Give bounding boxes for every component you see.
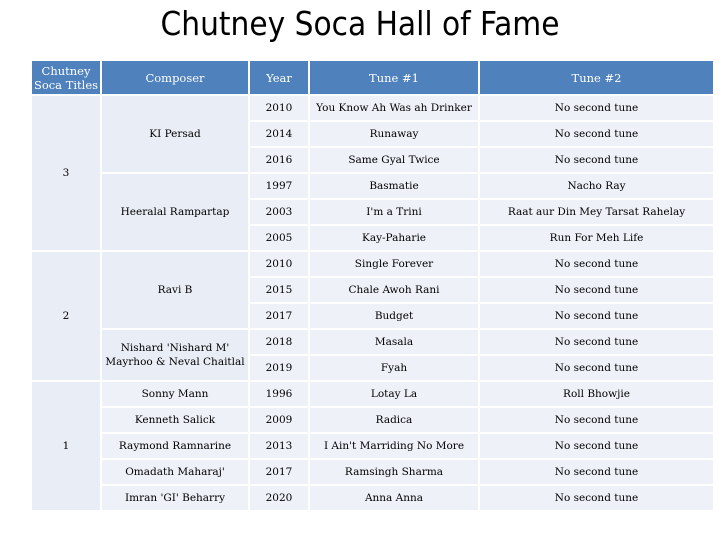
tune1-cell: You Know Ah Was ah Drinker bbox=[310, 96, 478, 120]
page-title: Chutney Soca Hall of Fame bbox=[160, 4, 560, 43]
hall-of-fame-table bbox=[30, 59, 715, 512]
table-row bbox=[32, 434, 713, 458]
tune2-cell: No second tune bbox=[480, 408, 713, 432]
composer-cell: Raymond Ramnarine bbox=[102, 434, 248, 458]
year-cell: 2009 bbox=[250, 408, 308, 432]
table-row bbox=[32, 408, 713, 432]
tune1-cell: I'm a Trini bbox=[310, 200, 478, 224]
table-row bbox=[32, 252, 713, 276]
year-cell: 2013 bbox=[250, 434, 308, 458]
header-titles-line2: Soca Titles bbox=[33, 77, 99, 92]
tune2-cell: No second tune bbox=[480, 122, 713, 146]
titles-cell: 2 bbox=[32, 252, 100, 380]
header-titles-line1: Chutney bbox=[41, 63, 91, 78]
year-cell: 2005 bbox=[250, 226, 308, 250]
year-cell: 2018 bbox=[250, 330, 308, 354]
tune1-cell: Runaway bbox=[310, 122, 478, 146]
tune1-cell: Masala bbox=[310, 330, 478, 354]
tune1-cell: I Ain't Marriding No More bbox=[310, 434, 478, 458]
header-titles bbox=[32, 61, 100, 94]
composer-cell: KI Persad bbox=[102, 96, 248, 172]
header-tune2: Tune #2 bbox=[480, 61, 713, 94]
composer-cell: Nishard 'Nishard M' Mayrhoo & Neval Chaitlal bbox=[102, 330, 248, 380]
tune2-cell: Raat aur Din Mey Tarsat Rahelay bbox=[480, 200, 713, 224]
table-row bbox=[32, 382, 713, 406]
year-cell: 2010 bbox=[250, 96, 308, 120]
tune1-cell: Same Gyal Twice bbox=[310, 148, 478, 172]
tune1-cell: Fyah bbox=[310, 356, 478, 380]
composer-cell: Sonny Mann bbox=[102, 382, 248, 406]
table-row bbox=[32, 460, 713, 484]
composer-cell: Imran 'GI' Beharry bbox=[102, 486, 248, 510]
tune2-cell: No second tune bbox=[480, 96, 713, 120]
table-row bbox=[32, 96, 713, 120]
year-cell: 2014 bbox=[250, 122, 308, 146]
year-cell: 2016 bbox=[250, 148, 308, 172]
composer-cell: Omadath Maharaj' bbox=[102, 460, 248, 484]
tune1-cell: Budget bbox=[310, 304, 478, 328]
tune2-cell: No second tune bbox=[480, 434, 713, 458]
table-row bbox=[32, 174, 713, 198]
titles-cell: 1 bbox=[32, 382, 100, 510]
tune1-cell: Ramsingh Sharma bbox=[310, 460, 478, 484]
tune1-cell: Basmatie bbox=[310, 174, 478, 198]
year-cell: 2019 bbox=[250, 356, 308, 380]
year-cell: 2020 bbox=[250, 486, 308, 510]
tune1-cell: Radica bbox=[310, 408, 478, 432]
tune2-cell: No second tune bbox=[480, 330, 713, 354]
composer-cell: Kenneth Salick bbox=[102, 408, 248, 432]
composer-cell: Ravi B bbox=[102, 252, 248, 328]
year-cell: 2017 bbox=[250, 304, 308, 328]
table-row bbox=[32, 486, 713, 510]
tune1-cell: Anna Anna bbox=[310, 486, 478, 510]
tune2-cell: No second tune bbox=[480, 148, 713, 172]
tune1-cell: Single Forever bbox=[310, 252, 478, 276]
tune2-cell: Run For Meh Life bbox=[480, 226, 713, 250]
tune1-cell: Lotay La bbox=[310, 382, 478, 406]
tune2-cell: No second tune bbox=[480, 304, 713, 328]
tune2-cell: No second tune bbox=[480, 252, 713, 276]
tune2-cell: Roll Bhowjie bbox=[480, 382, 713, 406]
year-cell: 2010 bbox=[250, 252, 308, 276]
year-cell: 2017 bbox=[250, 460, 308, 484]
tune2-cell: No second tune bbox=[480, 278, 713, 302]
titles-cell: 3 bbox=[32, 96, 100, 250]
header-composer: Composer bbox=[102, 61, 248, 94]
header-year: Year bbox=[250, 61, 308, 94]
tune2-cell: Nacho Ray bbox=[480, 174, 713, 198]
year-cell: 2003 bbox=[250, 200, 308, 224]
tune1-cell: Kay-Paharie bbox=[310, 226, 478, 250]
year-cell: 1996 bbox=[250, 382, 308, 406]
header-row bbox=[32, 61, 713, 94]
tune1-cell: Chale Awoh Rani bbox=[310, 278, 478, 302]
tune2-cell: No second tune bbox=[480, 460, 713, 484]
tune2-cell: No second tune bbox=[480, 356, 713, 380]
composer-cell: Heeralal Rampartap bbox=[102, 174, 248, 250]
year-cell: 1997 bbox=[250, 174, 308, 198]
table-row bbox=[32, 330, 713, 354]
header-tune1: Tune #1 bbox=[310, 61, 478, 94]
year-cell: 2015 bbox=[250, 278, 308, 302]
tune2-cell: No second tune bbox=[480, 486, 713, 510]
